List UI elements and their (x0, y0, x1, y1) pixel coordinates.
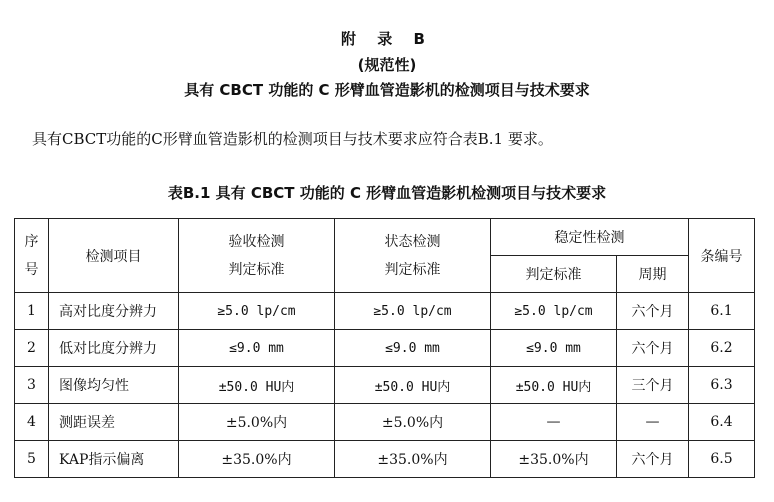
table-row (15, 367, 755, 404)
cell-status: ≤9.0 mm (335, 330, 491, 367)
header-acceptance: 验收检测 判定标准 (179, 219, 335, 293)
cell-acceptance: ±5.0%内 (179, 404, 335, 441)
cell-item: 低对比度分辨力 (49, 330, 179, 367)
cell-stability: ≤9.0 mm (491, 330, 617, 367)
table-row (15, 441, 755, 478)
cell-item: KAP指示偏离 (49, 441, 179, 478)
intro-paragraph: 具有CBCT功能的C形臂血管造影机的检测项目与技术要求应符合表B.1 要求。 (32, 130, 553, 148)
header-status: 状态检测 判定标准 (335, 219, 491, 293)
cell-period: 六个月 (617, 330, 689, 367)
cell-status: ±5.0%内 (335, 404, 491, 441)
cell-clause: 6.2 (689, 330, 755, 367)
cell-seq: 3 (15, 367, 49, 404)
cell-status: ±50.0 HU内 (335, 367, 491, 404)
cell-item: 测距误差 (49, 404, 179, 441)
spec-table (14, 218, 755, 478)
cell-stability: ≥5.0 lp/cm (491, 293, 617, 330)
cell-acceptance: ≥5.0 lp/cm (179, 293, 335, 330)
cell-clause: 6.5 (689, 441, 755, 478)
cell-item: 高对比度分辨力 (49, 293, 179, 330)
cell-seq: 1 (15, 293, 49, 330)
table-caption: 表B.1 具有 CBCT 功能的 C 形臂血管造影机检测项目与技术要求 (167, 184, 607, 202)
cell-clause: 6.1 (689, 293, 755, 330)
cell-stability: — (491, 404, 617, 441)
cell-seq: 5 (15, 441, 49, 478)
appendix-subtitle: (规范性) (357, 56, 417, 74)
header-item: 检测项目 (49, 219, 179, 293)
cell-clause: 6.3 (689, 367, 755, 404)
cell-period: — (617, 404, 689, 441)
cell-status: ±35.0%内 (335, 441, 491, 478)
cell-seq: 2 (15, 330, 49, 367)
cell-acceptance: ≤9.0 mm (179, 330, 335, 367)
header-row-1 (15, 219, 755, 256)
cell-stability: ±35.0%内 (491, 441, 617, 478)
cell-item: 图像均匀性 (49, 367, 179, 404)
header-stability-criteria: 判定标准 (491, 256, 617, 293)
cell-period: 六个月 (617, 441, 689, 478)
header-stability-period: 周期 (617, 256, 689, 293)
cell-clause: 6.4 (689, 404, 755, 441)
cell-acceptance: ±35.0%内 (179, 441, 335, 478)
appendix-heading: 具有 CBCT 功能的 C 形臂血管造影机的检测项目与技术要求 (184, 81, 590, 99)
header-clause: 条编号 (689, 219, 755, 293)
table-row (15, 293, 755, 330)
cell-period: 三个月 (617, 367, 689, 404)
cell-seq: 4 (15, 404, 49, 441)
table-row (15, 330, 755, 367)
cell-period: 六个月 (617, 293, 689, 330)
cell-status: ≥5.0 lp/cm (335, 293, 491, 330)
header-seq: 序 号 (15, 219, 49, 293)
table-row (15, 404, 755, 441)
appendix-title: 附 录 B (341, 30, 433, 48)
cell-stability: ±50.0 HU内 (491, 367, 617, 404)
header-stability: 稳定性检测 (491, 219, 689, 256)
cell-acceptance: ±50.0 HU内 (179, 367, 335, 404)
